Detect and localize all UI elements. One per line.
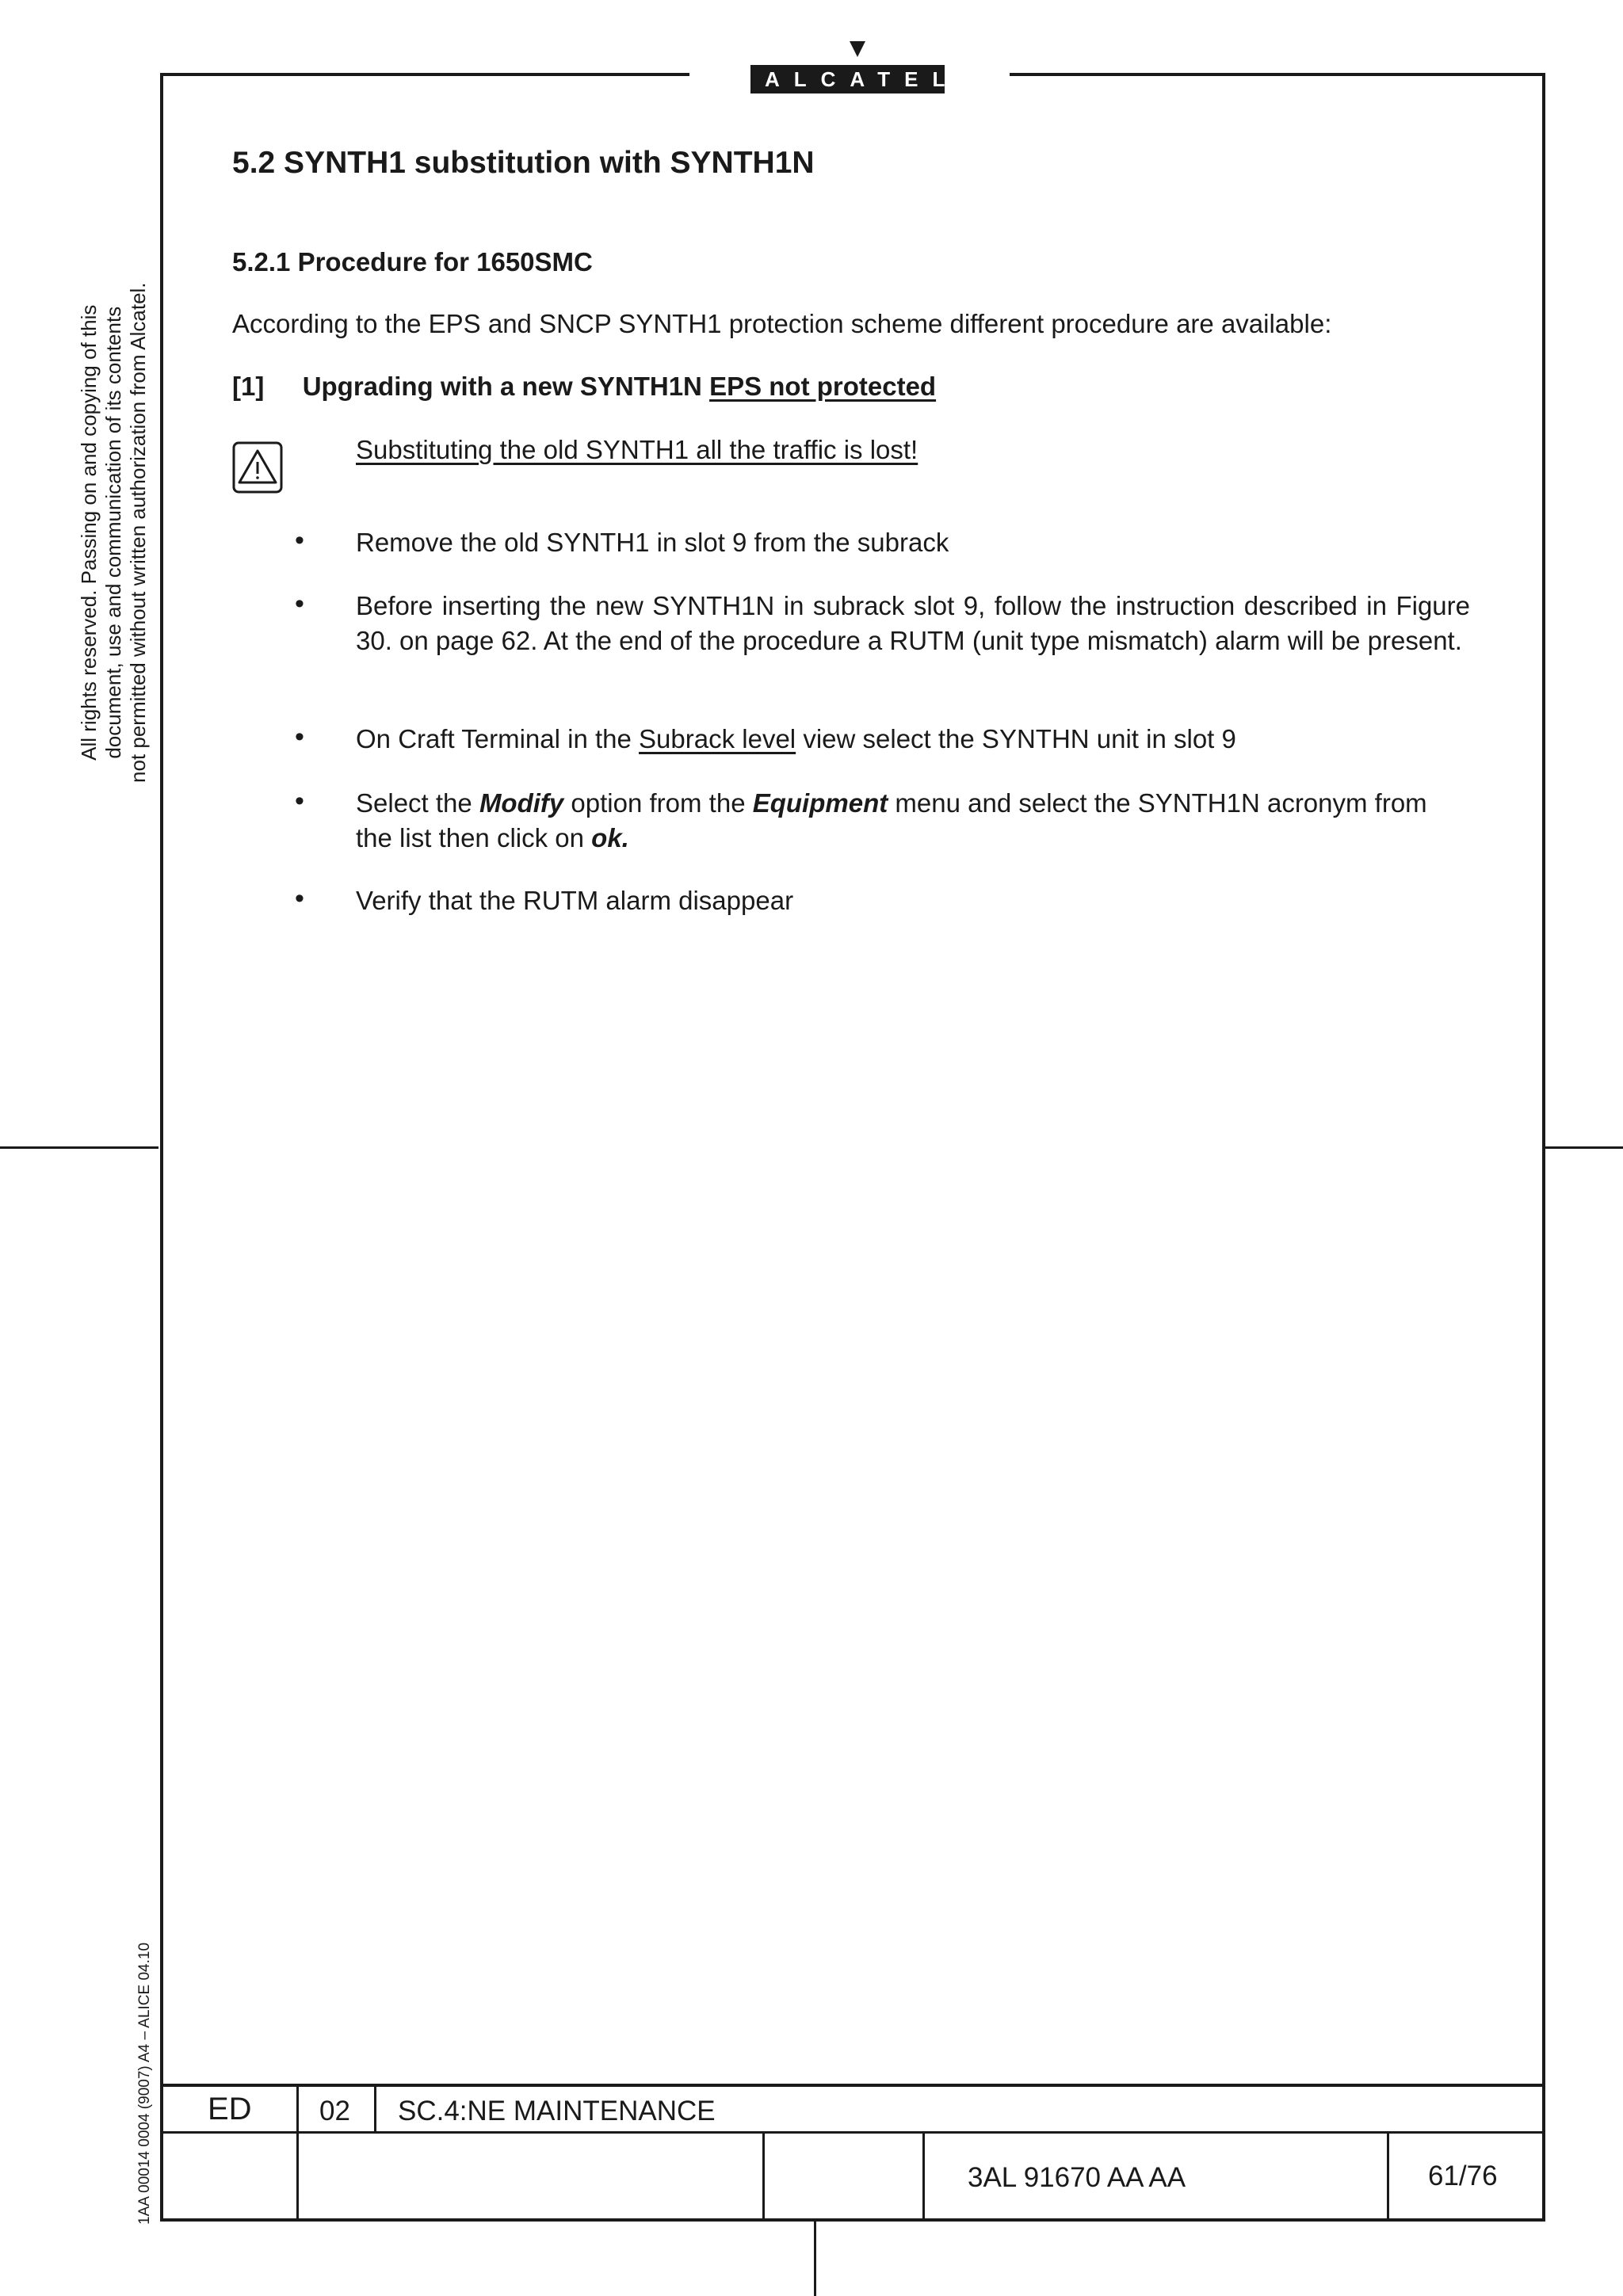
frame-top-left <box>160 73 689 76</box>
rights-line-1: All rights reserved. Passing on and copying of this <box>77 304 101 761</box>
footer-divider-5 <box>1387 2131 1389 2220</box>
frame-top-right <box>1010 73 1545 76</box>
bullet-4-mark: • <box>295 786 304 816</box>
footer-divider-4 <box>922 2131 925 2220</box>
bullet-2-text: Before inserting the new SYNTH1N in subrack slot 9, follow the instruction described in Figure 30. on page 62. At the end of the procedure a RUTM (unit type mismatch) alarm will be present. <box>356 591 1470 655</box>
bullet-4-pre: Select the <box>356 788 479 818</box>
alcatel-logo: ALCATEL <box>750 65 945 93</box>
logo-triangle-icon <box>850 41 865 57</box>
subrack-level-link[interactable]: Subrack level <box>639 724 796 753</box>
footer-doc-code: 3AL 91670 AA AA <box>968 2162 1186 2193</box>
case-title: Upgrading with a new SYNTH1N <box>302 372 710 401</box>
footer-mid-line <box>160 2131 1545 2134</box>
rights-line-3: not permitted without written authorization from Alcatel. <box>126 282 150 783</box>
case-heading <box>232 369 936 404</box>
bullet-4-text <box>356 786 1470 856</box>
ok-button-ref: ok. <box>591 823 629 852</box>
fold-mark-bottom <box>814 2222 816 2296</box>
rights-line-2: document, use and communication of its contents <box>101 306 125 759</box>
warning-icon <box>232 441 283 494</box>
subsection-title: 5.2.1 Procedure for 1650SMC <box>232 247 593 277</box>
case-title-underlined: EPS not protected <box>709 372 937 401</box>
frame-left <box>160 73 163 2222</box>
footer-ed-label: ED <box>208 2092 252 2126</box>
bullet-4-mid: option from the <box>563 788 753 818</box>
warning-text: Substituting the old SYNTH1 all the traffic is lost! <box>356 435 918 464</box>
footer-chapter: SC.4:NE MAINTENANCE <box>398 2096 716 2126</box>
bullet-1-mark: • <box>295 525 304 555</box>
modify-option: Modify <box>479 788 564 818</box>
bullet-5-text: Verify that the RUTM alarm disappear <box>356 886 794 915</box>
form-code: 1AA 00014 0004 (9007) A4 – ALICE 04.10 <box>136 1942 153 2225</box>
bullet-4-post: menu and select the SYNTH1N acronym from the list then click on <box>356 788 1427 852</box>
frame-bottom <box>160 2218 1545 2222</box>
bullet-3-text <box>356 722 1470 757</box>
section-title: 5.2 SYNTH1 substitution with SYNTH1N <box>232 146 815 180</box>
footer-divider-1 <box>296 2084 299 2220</box>
footer-top-line <box>160 2084 1545 2087</box>
bullet-5-mark: • <box>295 883 304 913</box>
fold-mark-right <box>1545 1146 1623 1149</box>
bullet-2-mark: • <box>295 589 304 619</box>
case-number: [1] <box>232 372 265 401</box>
fold-mark-left <box>0 1146 158 1149</box>
bullet-3-pre: On Craft Terminal in the <box>356 724 640 753</box>
footer-ed-value: 02 <box>319 2096 350 2126</box>
intro-paragraph: According to the EPS and SNCP SYNTH1 protection scheme different procedure are available: <box>232 309 1332 338</box>
footer-page: 61/76 <box>1428 2161 1498 2191</box>
rights-notice <box>77 282 151 783</box>
bullet-3-post: view select the SYNTHN unit in slot 9 <box>796 724 1236 753</box>
footer-divider-3 <box>762 2131 765 2220</box>
bullet-3-mark: • <box>295 722 304 752</box>
bullet-1-text: Remove the old SYNTH1 in slot 9 from the subrack <box>356 528 949 557</box>
equipment-menu: Equipment <box>752 788 888 818</box>
footer-divider-2 <box>374 2084 376 2133</box>
